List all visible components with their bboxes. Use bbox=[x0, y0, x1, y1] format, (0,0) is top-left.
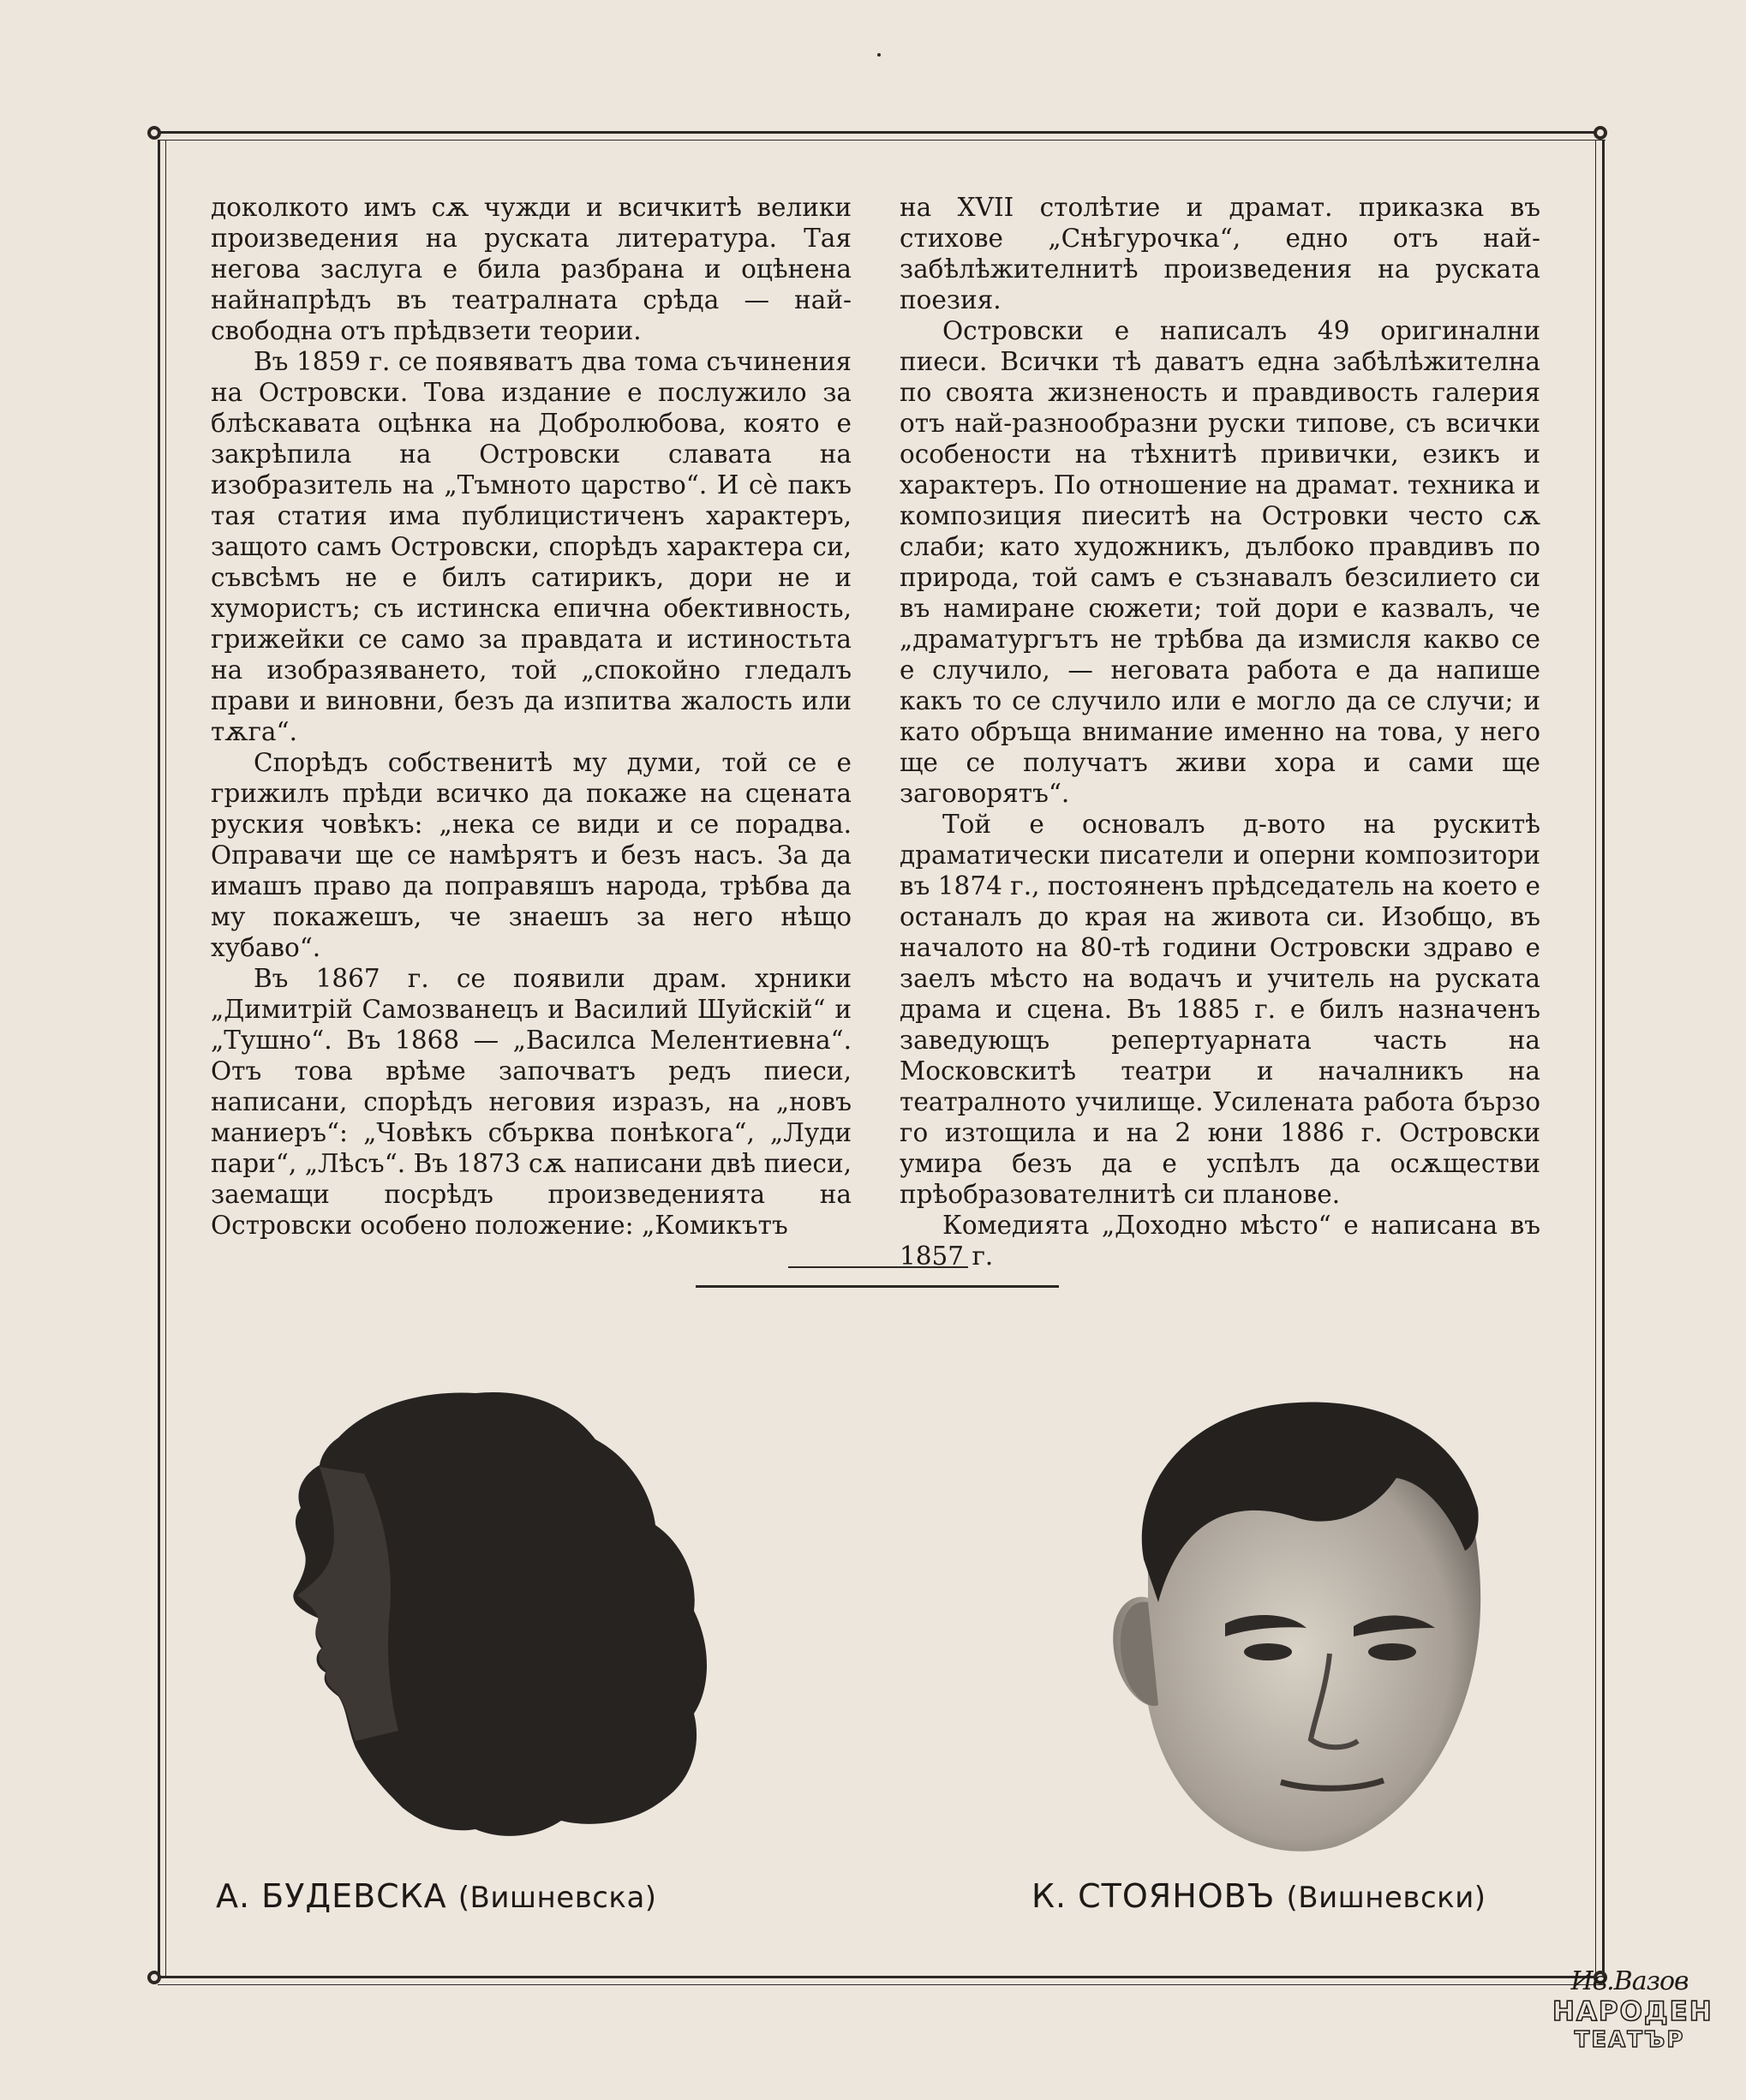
ink-speck bbox=[877, 53, 881, 57]
frame-top-rule bbox=[158, 131, 1605, 134]
logo-line-2: ТЕАТЪР bbox=[1574, 2027, 1685, 2053]
frame-left-rule-inner bbox=[165, 140, 166, 1976]
right-paragraph-2: Островски е написалъ 49 оригинални пиеси. Всички тѣ даватъ една забѣлѣжителна по своята жизненость и правдивость галерия отъ най-разнообразни руски типове, съ всички особености на тѣхнитѣ привички, езикъ и характеръ. По отношение на драмат. техника и композиция пиеситѣ на Островки често сѫ слаби; като художникъ, дълбоко правдивъ по природа, той самъ е съзнавалъ безсилието си въ намиране сюжети; той дори е казвалъ, че „драматургътъ не трѣбва да измисля какво се е случило, — неговата работа е да напише какъ то се случило или е могло да се случи; и като обръща внимание именно на това, у него ще се получатъ живи хора и сами ще заговорятъ“. bbox=[900, 316, 1540, 808]
frame-left-rule bbox=[158, 140, 160, 1976]
eye-left bbox=[1244, 1643, 1292, 1660]
frame-right-rule bbox=[1602, 140, 1605, 1976]
article-right-column bbox=[900, 192, 1540, 1271]
left-paragraph-3: Спорѣдъ собственитѣ му думи, той се е грижилъ прѣди всичко да покаже на сцената руския човѣкъ: „нека се види и се порадва. Оправачи ще се намѣрятъ и безъ насъ. За да имашъ право да поправяшъ народа, трѣбва да му покажешъ, че знаешъ за него нѣщо хубаво“. bbox=[211, 748, 852, 962]
frame-bottom-rule-inner bbox=[158, 1984, 1605, 1985]
caption-left-name: А. БУДЕВСКА bbox=[216, 1877, 447, 1915]
national-theatre-logo bbox=[1552, 1966, 1713, 2067]
separator-rule-upper bbox=[788, 1266, 968, 1268]
caption-stoyanov bbox=[1031, 1877, 1486, 1915]
frame-bottom-rule bbox=[158, 1976, 1605, 1978]
caption-left-role: (Вишневска) bbox=[457, 1881, 657, 1915]
frame-corner-top-right-ornament bbox=[1594, 126, 1607, 140]
caption-budevska bbox=[216, 1877, 657, 1915]
right-paragraph-3: Той е основалъ д-вото на рускитѣ драматически писатели и оперни композитори въ 1874 г., постояненъ прѣдседатель на което е останалъ до края на живота си. Изобщо, въ началото на 80-тѣ години Островски здраво е заелъ мѣсто на водачъ и учитель на руската драма и сцена. Въ 1885 г. е билъ назначенъ заведующъ репертуарната часть на Московскитѣ театри и началникъ на театралното училище. Усилената работа бързо го изтощила и на 2 юни 1886 г. Островски умира безъ да е успѣлъ да осѫществи прѣобразователнитѣ си планове. bbox=[900, 810, 1540, 1209]
logo-signature: Ив.Вазов bbox=[1570, 1966, 1689, 1996]
frame-top-rule-inner bbox=[158, 140, 1605, 141]
frame-right-rule-inner bbox=[1595, 140, 1596, 1976]
eye-right bbox=[1368, 1643, 1416, 1660]
caption-right-name: К. СТОЯНОВЪ bbox=[1031, 1877, 1276, 1915]
stoyanov-portrait bbox=[1097, 1379, 1508, 1859]
left-paragraph-1: доколкото имъ сѫ чужди и всичкитѣ велики произведения на руската литература. Тая негова заслуга е била разбрана и оцѣнена найнапрѣдъ въ театралната срѣда — най-свободна отъ прѣдвзети теории. bbox=[211, 193, 852, 345]
logo-line-1: НАРОДЕН bbox=[1552, 1996, 1713, 2027]
caption-right-role: (Вишневски) bbox=[1286, 1881, 1486, 1915]
right-paragraph-4: Комедията „Доходно мѣсто“ е написана въ 1857 г. bbox=[900, 1211, 1540, 1271]
left-paragraph-4: Въ 1867 г. се появили драм. хрники „Димитрій Самозванецъ и Василий Шуйскій“ и „Тушно“. Въ 1868 — „Василса Мелентиевна“. Отъ това врѣме започватъ редъ пиеси, написани, спорѣдъ неговия изразъ, на „новъ маниеръ“: „Човѣкъ сбърква понѣкога“, „Луди пари“, „Лѣсъ“. Въ 1873 сѫ написани двѣ пиеси, заемащи посрѣдъ произведенията на Островски особено положение: „Комикътъ bbox=[211, 964, 852, 1240]
budevska-silhouette-portrait bbox=[218, 1371, 732, 1851]
separator-rule bbox=[696, 1285, 1059, 1288]
right-paragraph-1: на XVII столѣтие и драмат. приказка въ стихове „Снѣгурочка“, едно отъ най-забѣлѣжителнитѣ произведения на руската поезия. bbox=[900, 193, 1540, 314]
article-left-column bbox=[211, 192, 852, 1241]
frame-corner-top-left-ornament bbox=[147, 126, 161, 140]
left-paragraph-2: Въ 1859 г. се появяватъ два тома съчинения на Островски. Това издание е послужило за блѣскавата оцѣнка на Добролюбова, която е закрѣпила на Островски славата на изобразитель на „Тъмното царство“. И сѐ пакъ тая статия има публицистиченъ характеръ, защото самъ Островски, спорѣдъ характера си, съвсѣмъ не е билъ сатирикъ, дори не и хумористъ; съ истинска епична обективность, грижейки се само за правдата и истиностьта на изобразяването, той „спокойно гледалъ прави и виновни, безъ да изпитва жалость или тѫга“. bbox=[211, 347, 852, 746]
